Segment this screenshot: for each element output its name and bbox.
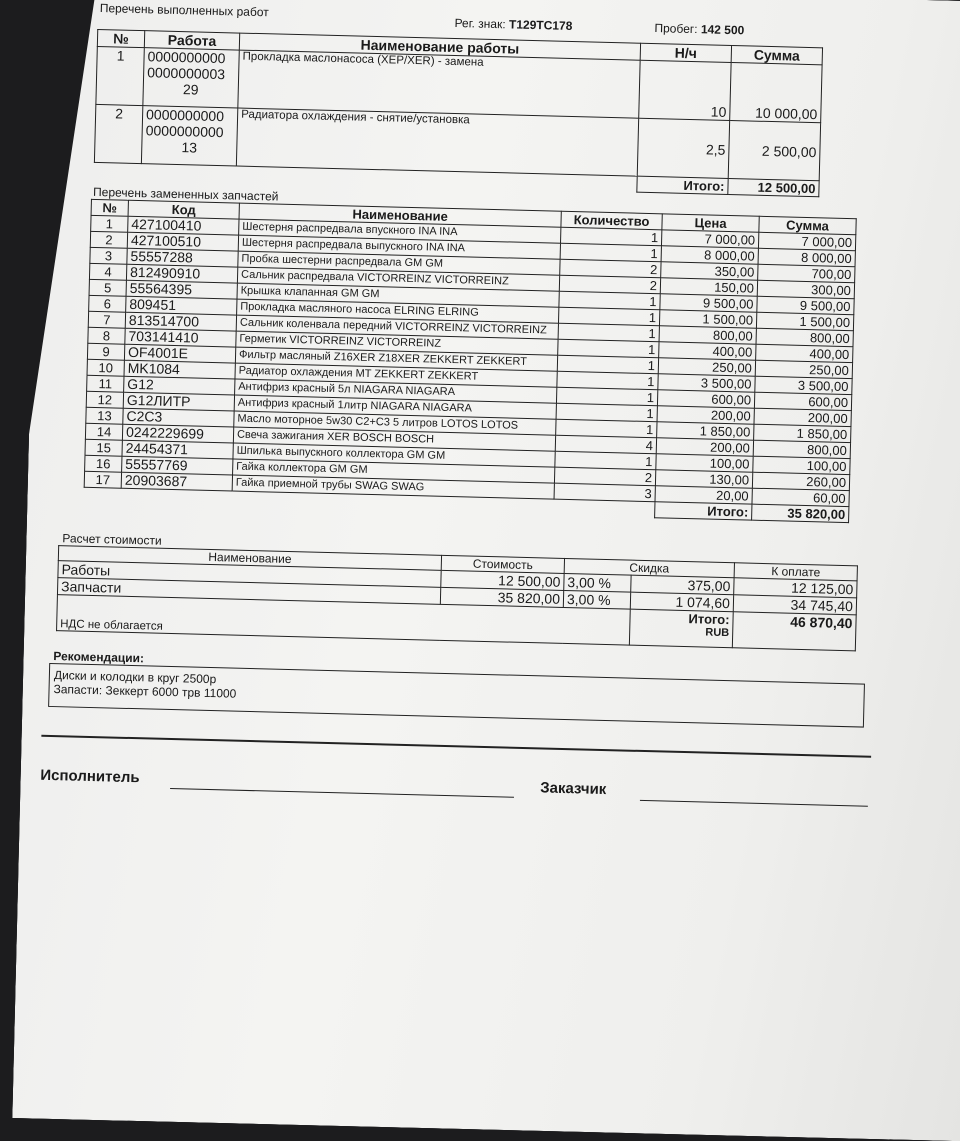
parts-row-name: Герметик VICTORREINZ VICTORREINZ xyxy=(236,331,558,355)
parts-row-price: 600,00 xyxy=(657,390,754,408)
parts-row-no: 3 xyxy=(90,247,127,264)
parts-row-sum: 7 000,00 xyxy=(758,232,855,250)
works-code-line: 0000000000 xyxy=(145,122,224,141)
parts-col-code: Код xyxy=(128,200,239,219)
parts-row-code: 812490910 xyxy=(126,264,237,283)
customer-label: Заказчик xyxy=(540,779,607,799)
calc-row-pct: 3,00 % xyxy=(564,573,631,592)
parts-row-sum: 600,00 xyxy=(754,392,851,410)
parts-row-name: Крышка клапанная GM GM xyxy=(237,283,559,307)
parts-row-price: 400,00 xyxy=(659,342,756,360)
calc-row-pct: 3,00 % xyxy=(563,590,630,609)
recommendation-line: Запасти: Зеккерт 6000 трв 11000 xyxy=(53,682,237,701)
parts-row-qty: 2 xyxy=(559,275,660,294)
parts-row-price: 7 000,00 xyxy=(661,230,758,248)
parts-row-no: 2 xyxy=(90,231,127,248)
parts-row-no: 5 xyxy=(89,279,126,296)
parts-row-qty: 1 xyxy=(558,339,659,358)
parts-row-no: 15 xyxy=(85,439,122,456)
parts-row-name: Сальник коленвала передний VICTORREINZ VICTORREINZ xyxy=(236,315,558,339)
parts-row-sum: 3 500,00 xyxy=(755,376,852,394)
parts-row-sum: 400,00 xyxy=(756,344,853,362)
parts-row-sum: 700,00 xyxy=(758,264,855,282)
works-col-nh: Н/ч xyxy=(640,43,731,62)
calc-currency: RUB xyxy=(705,626,730,640)
mileage xyxy=(654,21,744,37)
works-code-line: 0000000000 xyxy=(145,106,225,125)
parts-row-no: 14 xyxy=(85,423,122,440)
parts-row-sum: 200,00 xyxy=(754,408,851,426)
parts-row-name: Гайка коллектора GM GM xyxy=(233,459,555,483)
calc-row-cost: 12 500,00 xyxy=(441,570,564,590)
works-row-nh: 10 xyxy=(639,60,731,120)
works-row-code xyxy=(141,106,237,166)
parts-col-name: Наименование xyxy=(239,203,561,227)
parts-row-name: Гайка приемной трубы SWAG SWAG xyxy=(232,475,554,499)
parts-col-sum: Сумма xyxy=(759,216,856,234)
parts-row-no: 10 xyxy=(87,359,124,376)
parts-section-title: Перечень замененных запчастей xyxy=(92,184,279,204)
works-row-no: 1 xyxy=(96,46,144,105)
parts-row-name: Пробка шестерни распредвала GM GM xyxy=(238,251,560,275)
parts-row-name: Фильтр масляный Z16XER Z18XER ZEKKERT ZEKKERT xyxy=(235,347,557,371)
mileage-value: 142 500 xyxy=(700,22,745,38)
parts-row-qty: 1 xyxy=(557,355,658,374)
customer-signature-line xyxy=(640,800,868,807)
parts-row-no: 12 xyxy=(86,391,123,408)
works-table xyxy=(93,29,823,197)
parts-table xyxy=(83,199,856,523)
calc-row-disc: 1 074,60 xyxy=(630,592,733,612)
parts-row-no: 9 xyxy=(87,343,124,360)
parts-row-no: 1 xyxy=(91,215,128,232)
parts-row-qty: 1 xyxy=(557,371,658,390)
parts-row-code: MK1084 xyxy=(124,360,235,379)
parts-row-qty: 1 xyxy=(556,403,657,422)
parts-row-no: 13 xyxy=(86,407,123,424)
parts-row-price: 150,00 xyxy=(660,278,757,296)
parts-row-code: 24454371 xyxy=(122,440,233,459)
executor-label: Исполнитель xyxy=(40,766,140,787)
works-row-nh: 2,5 xyxy=(637,118,729,178)
calc-col-name: Наименование xyxy=(58,546,441,571)
parts-row-name: Антифриз красный 5л NIAGARA NIAGARA xyxy=(235,379,557,403)
works-col-work: Работа xyxy=(144,31,239,50)
parts-row-name: Шестерня распредвала выпускного INA INA xyxy=(238,235,560,259)
works-row-code xyxy=(143,48,239,108)
parts-row-sum: 1 850,00 xyxy=(754,424,851,442)
works-total-label: Итого: xyxy=(637,176,728,194)
parts-row-sum: 260,00 xyxy=(752,472,849,490)
parts-row-sum: 1 500,00 xyxy=(756,312,853,330)
calc-col-discount: Скидка xyxy=(564,558,734,577)
parts-row-price: 20,00 xyxy=(655,486,752,504)
calc-col-cost: Стоимость xyxy=(441,555,564,573)
works-code-line: 0000000000 xyxy=(147,48,226,67)
parts-row-code: 55557769 xyxy=(122,456,233,475)
parts-row-name: Свеча зажигания XER BOSCH BOSCH xyxy=(233,427,555,451)
parts-row-code: G12ЛИТР xyxy=(123,392,234,411)
parts-row-no: 11 xyxy=(87,375,124,392)
parts-row-sum: 250,00 xyxy=(755,360,852,378)
signatures xyxy=(40,755,871,816)
parts-row-name: Антифриз красный 1литр NIAGARA NIAGARA xyxy=(234,395,556,419)
parts-row-name: Масло моторное 5w30 C2+C3 5 литров LOTOS LOTOS xyxy=(234,411,556,435)
parts-row-no: 4 xyxy=(89,263,126,280)
parts-row-qty: 1 xyxy=(556,387,657,406)
parts-row-qty: 2 xyxy=(554,467,655,486)
parts-row-price: 1 500,00 xyxy=(659,310,756,328)
parts-row-price: 200,00 xyxy=(657,406,754,424)
works-row-name: Радиатора охлаждения - снятие/установка xyxy=(236,108,638,176)
parts-row-code: 427100510 xyxy=(127,232,238,251)
parts-row-price: 130,00 xyxy=(655,470,752,488)
parts-row-no: 7 xyxy=(88,311,125,328)
parts-col-qty: Количество xyxy=(561,211,662,230)
parts-row-qty: 1 xyxy=(561,227,662,246)
parts-row-sum: 800,00 xyxy=(753,440,850,458)
calc-total-value: 46 870,40 xyxy=(732,612,856,651)
parts-row-code: 809451 xyxy=(126,296,237,315)
parts-row-qty: 1 xyxy=(558,307,659,326)
parts-row-sum: 9 500,00 xyxy=(757,296,854,314)
parts-row-code: 55564395 xyxy=(126,280,237,299)
parts-row-no: 6 xyxy=(89,295,126,312)
parts-row-qty: 1 xyxy=(555,451,656,470)
parts-total-value: 35 820,00 xyxy=(752,504,849,522)
parts-row-name: Сальник распредвала VICTORREINZ VICTORREINZ xyxy=(237,267,559,291)
parts-row-code: 55557288 xyxy=(127,248,238,267)
calc-row-name: Запчасти xyxy=(57,578,440,605)
parts-row-sum: 8 000,00 xyxy=(758,248,855,266)
parts-row-code: OF4001E xyxy=(124,344,235,363)
parts-row-price: 100,00 xyxy=(656,454,753,472)
parts-row-price: 200,00 xyxy=(656,438,753,456)
parts-row-name: Шпилька выпускного коллектора GM GM xyxy=(233,443,555,467)
parts-row-qty: 1 xyxy=(559,291,660,310)
works-col-sum: Сумма xyxy=(731,46,822,65)
parts-row-name: Шестерня распредвала впускного INA INA xyxy=(239,219,561,243)
parts-row-price: 800,00 xyxy=(659,326,756,344)
reg-plate-value: Т129ТС178 xyxy=(508,17,573,33)
parts-row-code: 427100410 xyxy=(128,216,239,235)
parts-row-code: 20903687 xyxy=(121,472,232,491)
reg-plate-label: Рег. знак: xyxy=(454,15,506,32)
parts-col-no: № xyxy=(91,199,128,216)
parts-row-code: 0242229699 xyxy=(122,424,233,443)
parts-row-qty: 2 xyxy=(560,259,661,278)
works-row-sum: 2 500,00 xyxy=(728,120,820,180)
parts-row-price: 8 000,00 xyxy=(661,246,758,264)
divider xyxy=(41,735,871,758)
parts-row-sum: 300,00 xyxy=(757,280,854,298)
parts-col-price: Цена xyxy=(662,214,759,232)
works-row-sum: 10 000,00 xyxy=(730,63,822,123)
calc-row-pay: 34 745,40 xyxy=(733,595,856,615)
parts-row-sum: 100,00 xyxy=(753,456,850,474)
parts-row-qty: 1 xyxy=(556,419,657,438)
parts-row-price: 250,00 xyxy=(658,358,755,376)
executor-signature-line xyxy=(170,788,514,798)
parts-row-code: 703141410 xyxy=(125,328,236,347)
calc-total-label: Итого: xyxy=(688,611,730,628)
parts-row-qty: 1 xyxy=(558,323,659,342)
works-code-line: 29 xyxy=(182,81,199,98)
mileage-label: Пробег: xyxy=(654,21,698,37)
parts-row-sum: 60,00 xyxy=(752,488,849,506)
parts-row-name: Радиатор охлаждения MT ZEKKERT ZEKKERT xyxy=(235,363,557,387)
parts-total-label: Итого: xyxy=(655,502,752,520)
parts-row-name: Прокладка масляного насоса ELRING ELRING xyxy=(237,299,559,323)
works-row-name: Прокладка маслонасоса (XEP/XER) - замена xyxy=(238,50,640,118)
calc-section-title: Расчет стоимости xyxy=(62,531,162,548)
works-section-title: Перечень выполненных работ xyxy=(99,1,269,20)
calc-row-name: Работы xyxy=(58,561,441,588)
calc-col-pay: К оплате xyxy=(734,563,857,581)
calc-row-cost: 35 820,00 xyxy=(440,587,563,607)
parts-row-no: 8 xyxy=(88,327,125,344)
works-col-name: Наименование работы xyxy=(239,33,640,60)
parts-row-price: 350,00 xyxy=(661,262,758,280)
calc-row-disc: 375,00 xyxy=(631,575,734,595)
parts-row-price: 1 850,00 xyxy=(657,422,754,440)
parts-row-qty: 3 xyxy=(554,483,655,502)
parts-row-code: 813514700 xyxy=(125,312,236,331)
works-total-value: 12 500,00 xyxy=(728,178,819,196)
works-row-no: 2 xyxy=(94,104,142,163)
vat-note: НДС не облагается xyxy=(57,595,631,645)
parts-row-no: 16 xyxy=(85,455,122,472)
parts-row-price: 3 500,00 xyxy=(658,374,755,392)
parts-row-code: G12 xyxy=(124,376,235,395)
parts-row-sum: 800,00 xyxy=(756,328,853,346)
parts-row-qty: 4 xyxy=(555,435,656,454)
parts-row-qty: 1 xyxy=(560,243,661,262)
calc-row-pay: 12 125,00 xyxy=(734,578,857,598)
works-code-line: 0000000003 xyxy=(146,64,226,83)
works-col-no: № xyxy=(97,29,144,47)
recommendation-line: Диски и колодки в круг 2500р xyxy=(53,668,217,687)
invoice-content xyxy=(40,0,890,816)
calc-total-label-cell xyxy=(629,609,733,648)
parts-row-price: 9 500,00 xyxy=(660,294,757,312)
parts-row-code: C2C3 xyxy=(123,408,234,427)
recommendations-title: Рекомендации: xyxy=(53,649,145,666)
reg-plate xyxy=(454,16,572,33)
parts-body xyxy=(84,215,856,506)
parts-row-no: 17 xyxy=(84,471,121,488)
works-code-line: 13 xyxy=(181,139,198,156)
